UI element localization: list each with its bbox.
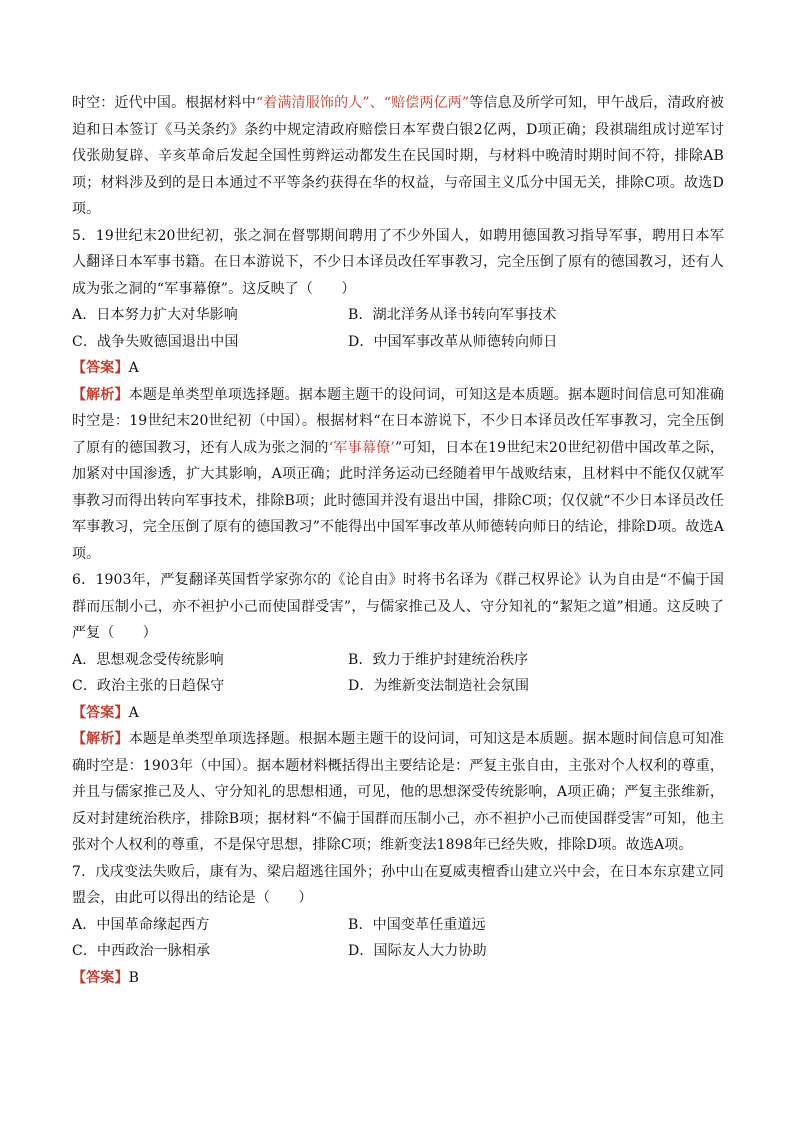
option-d: D．为维新变法制造社会氛围	[348, 678, 530, 694]
highlighted-quote: “着满清服饰的人”、“赔偿两亿两”	[256, 95, 470, 111]
highlighted-quote: ‘军事幕僚’	[328, 439, 396, 456]
option-c: C．战争失败德国退出中国	[72, 333, 239, 350]
options-grid	[72, 647, 724, 700]
options-grid	[72, 302, 724, 355]
option-c: C．政治主张的日趋保守	[72, 678, 225, 694]
question-6	[72, 567, 724, 859]
option-c: C．中西政治一脉相承	[72, 943, 211, 959]
answer-tag: 【答案】	[72, 360, 129, 376]
question-stem: 6．1903年，严复翻译英国哲学家弥尔的《论自由》时将书名译为《群己权界论》认为自由是“不偏于国群而压制小己，亦不袒护小己而使国群受害”，与儒家推己及人、守分知礼的“絜矩之道”相通。这反映了严复（ ）	[72, 572, 724, 641]
answer-tag: 【答案】	[72, 969, 129, 986]
question-5	[72, 223, 724, 568]
answer-line	[72, 355, 724, 382]
option-a: A．思想观念受传统影响	[72, 651, 224, 668]
options-grid	[72, 912, 724, 965]
analysis-text: ”可知，日本在19世纪末20世纪初借中国改革之际，加紧对中国渗透，扩大其影响，A项正确；此时洋务运动已经随着甲午战败结束，且材料中不能仅仅就军事教习而得出转向军事技术，排除B项；此时德国并没有退出中国，排除C项；仅仅就“不少日本译员改任军事教习，完全压倒了原有的德国教习”不能得出中国军事改革从师德转向师日的结论，排除D项。故选A项。	[72, 439, 724, 562]
analysis-text: 时空：近代中国。根据材料中	[72, 95, 256, 111]
answer-line	[72, 700, 724, 727]
answer-value: A	[128, 704, 139, 721]
option-b: B．中国变革任重道远	[348, 916, 486, 933]
analysis-paragraph	[72, 382, 724, 568]
analysis-paragraph	[72, 726, 724, 859]
document-page	[72, 90, 724, 991]
option-a: A．日本努力扩大对华影响	[72, 307, 238, 323]
analysis-tag: 【解析】	[72, 731, 129, 747]
option-d: D．国际友人大力协助	[348, 943, 487, 959]
analysis-text: 等信息及所学可知，甲午战后，清政府被迫和日本签订《马关条约》条约中规定清政府赔偿日本军费白银2亿两，D项正确；段祺瑞组成讨逆军讨伐张勋复辟、辛亥革命后发起全国性剪辫运动都发生在民国时期，与材料中晚清时期时间不符，排除AB项；材料涉及到的是日本通过不平等条约获得在华的权益，与帝国主义瓜分中国无关，排除C项。故选D项。	[72, 95, 724, 217]
answer-value: B	[128, 969, 140, 986]
analysis-tag: 【解析】	[72, 386, 129, 403]
analysis-text: 本题是单类型单项选择题。据本题主题干的设问词，可知这是本质题。据本题时间信息可知准确时空是：19世纪末20世纪初（中国）。根据材料“在日本游说下，不少日本译员改任军事教习，完全压倒了原有的德国教习，还有人成为张之洞的	[72, 386, 724, 456]
answer-tag: 【答案】	[72, 704, 129, 721]
option-d: D．中国军事改革从师德转向师日	[348, 333, 558, 350]
question-stem: 5．19世纪末20世纪初，张之洞在督鄂期间聘用了不少外国人，如聘用德国教习指导军事，聘用日本军人翻译日本军事书籍。在日本游说下，不少日本译员改任军事教习，完全压倒了原有的德国教习，还有人成为张之洞的“军事幕僚”。这反映了（ ）	[72, 227, 724, 297]
answer-value: A	[128, 360, 139, 376]
option-a: A．中国革命缘起西方	[72, 916, 210, 933]
previous-analysis-continuation	[72, 90, 724, 223]
question-7	[72, 859, 724, 992]
question-stem: 7．戊戌变法失败后，康有为、梁启超逃往国外；孙中山在夏威夷檀香山建立兴中会，在日本东京建立同盟会，由此可以得出的结论是（ ）	[72, 863, 724, 906]
option-b: B．湖北洋务从译书转向军事技术	[348, 307, 557, 323]
option-b: B．致力于维护封建统治秩序	[348, 651, 529, 668]
answer-line	[72, 965, 724, 992]
analysis-text: 本题是单类型单项选择题。根据本题主题干的设问词，可知这是本质题。据本题时间信息可知准确时空是：1903年（中国）。据本题材料概括得出主要结论是：严复主张自由，主张对个人权利的尊重，并且与儒家推己及人、守分知礼的思想相通，可见，他的思想深受传统影响，A项正确；严复主张维新，反对封建统治秩序，排除B项；据材料“不偏于国群而压制小己，亦不袒护小己而使国群受害”可知，他主张对个人权利的尊重，不是保守思想，排除C项；维新变法1898年已经失败，排除D项。故选A项。	[72, 731, 724, 853]
